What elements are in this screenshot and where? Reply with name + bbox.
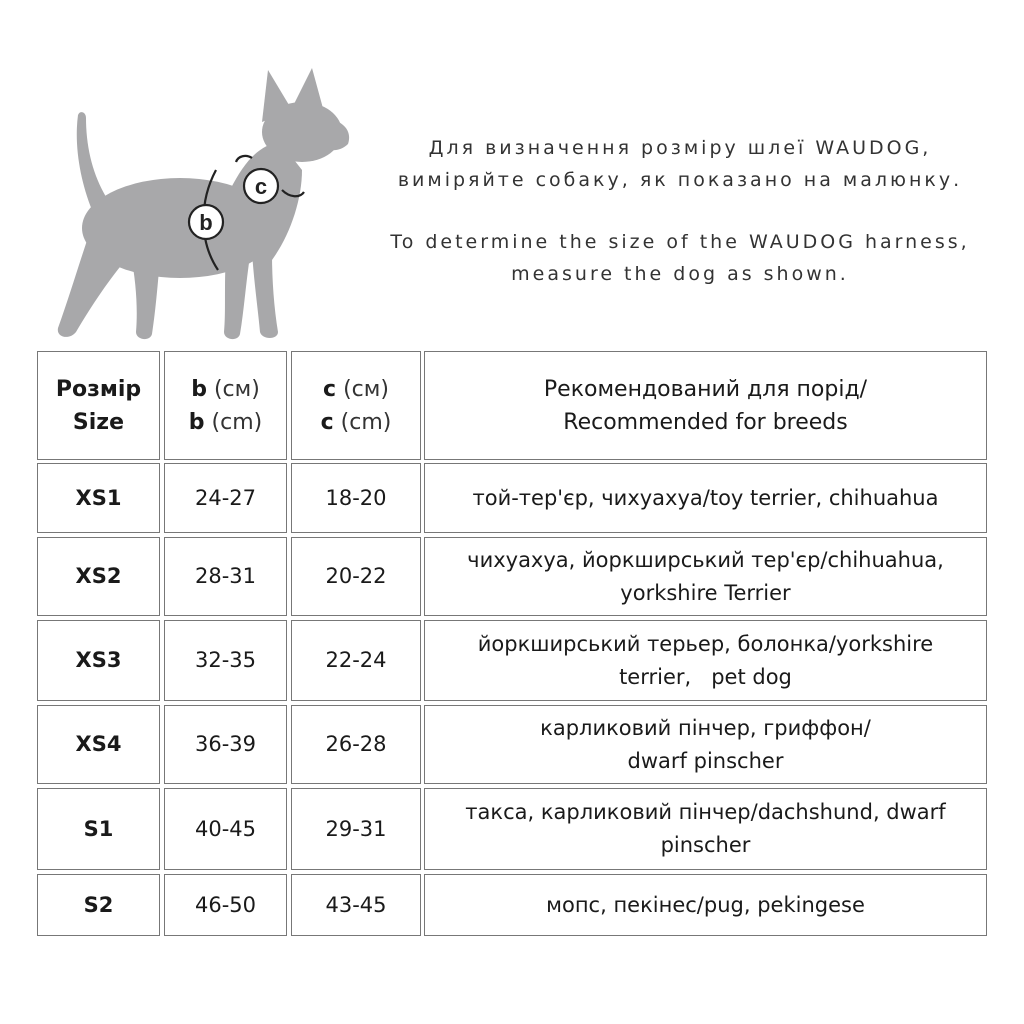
header-b-unit-ua: (см) xyxy=(213,376,260,402)
header-b-unit-en: (cm) xyxy=(211,409,263,435)
row-0-b: 24-27 xyxy=(164,463,287,533)
row-2-c: 22-24 xyxy=(291,620,421,701)
header-c-letter-en: c xyxy=(320,409,334,435)
row-5-c: 43-45 xyxy=(291,874,421,936)
row-2-size: XS3 xyxy=(37,620,160,701)
row-0-size: XS1 xyxy=(37,463,160,533)
row-2-breeds xyxy=(424,620,987,701)
header-c-unit-en: (cm) xyxy=(340,409,392,435)
intro-ua-line-1: Для визначення розміру шлеї WAUDOG, xyxy=(428,137,932,159)
row-1-c: 20-22 xyxy=(291,537,421,616)
header-breeds-line-1: Рекомендований для порід/ xyxy=(543,376,868,402)
row-1-b: 28-31 xyxy=(164,537,287,616)
header-breeds-line-2: Recommended for breeds xyxy=(563,409,848,435)
row-5-b: 46-50 xyxy=(164,874,287,936)
row-4-b: 40-45 xyxy=(164,788,287,870)
header-size-en: Size xyxy=(72,409,125,435)
row-5-size: S2 xyxy=(37,874,160,936)
header-b xyxy=(164,351,287,460)
row-4-breeds-line-2: pinscher xyxy=(660,833,751,857)
dog-measurement-illustration xyxy=(40,60,370,350)
row-3-b: 36-39 xyxy=(164,705,287,784)
row-1-breeds-line-2: yorkshire Terrier xyxy=(620,580,791,605)
row-3-breeds-line-1: карликовий пінчер, гриффон/ xyxy=(540,715,871,740)
header-c-unit-ua: (см) xyxy=(343,376,389,402)
row-0-breeds xyxy=(424,463,987,533)
marker-c-label: c xyxy=(254,174,268,199)
header-size xyxy=(37,351,160,460)
header-c-letter-ua: c xyxy=(323,376,337,402)
header-breeds xyxy=(424,351,987,460)
intro-ua-line-2: виміряйте собаку, як показано на малюнку. xyxy=(397,169,963,191)
row-1-breeds-line-1: чихуахуа, йоркширський тер'єр/chihuahua, xyxy=(467,547,944,572)
row-5-breeds xyxy=(424,874,987,936)
row-4-breeds-line-1: такса, карликовий пінчер/dachshund, dwarf xyxy=(465,800,946,824)
row-1-breeds xyxy=(424,537,987,616)
row-3-c: 26-28 xyxy=(291,705,421,784)
row-4-c: 29-31 xyxy=(291,788,421,870)
header-b-letter-en: b xyxy=(188,409,205,435)
intro-english xyxy=(360,226,1000,290)
row-2-b: 32-35 xyxy=(164,620,287,701)
header-b-letter-ua: b xyxy=(191,376,207,402)
row-1-size: XS2 xyxy=(37,537,160,616)
row-3-size: XS4 xyxy=(37,705,160,784)
header-c xyxy=(291,351,421,460)
dog-silhouette xyxy=(58,68,349,339)
row-2-breeds-line-2: terrier, pet dog xyxy=(619,664,792,689)
intro-en-line-1: To determine the size of the WAUDOG harness, xyxy=(390,231,970,253)
row-0-c: 18-20 xyxy=(291,463,421,533)
row-4-size: S1 xyxy=(37,788,160,870)
row-3-breeds xyxy=(424,705,987,784)
row-3-breeds-line-2: dwarf pinscher xyxy=(627,748,784,773)
header-size-ua: Розмір xyxy=(55,376,142,402)
row-5-breeds-line-1: мопс, пекінес/pug, pekingese xyxy=(546,892,865,917)
marker-b-label: b xyxy=(199,210,213,235)
intro-en-line-2: measure the dog as shown. xyxy=(511,263,849,285)
row-4-breeds xyxy=(424,788,987,870)
row-0-breeds-line-1: той-тер'єр, чихуахуа/toy terrier, chihuahua xyxy=(472,485,939,510)
row-2-breeds-line-1: йоркширський терьер, болонка/yorkshire xyxy=(477,631,934,656)
intro-ukrainian xyxy=(360,132,1000,196)
